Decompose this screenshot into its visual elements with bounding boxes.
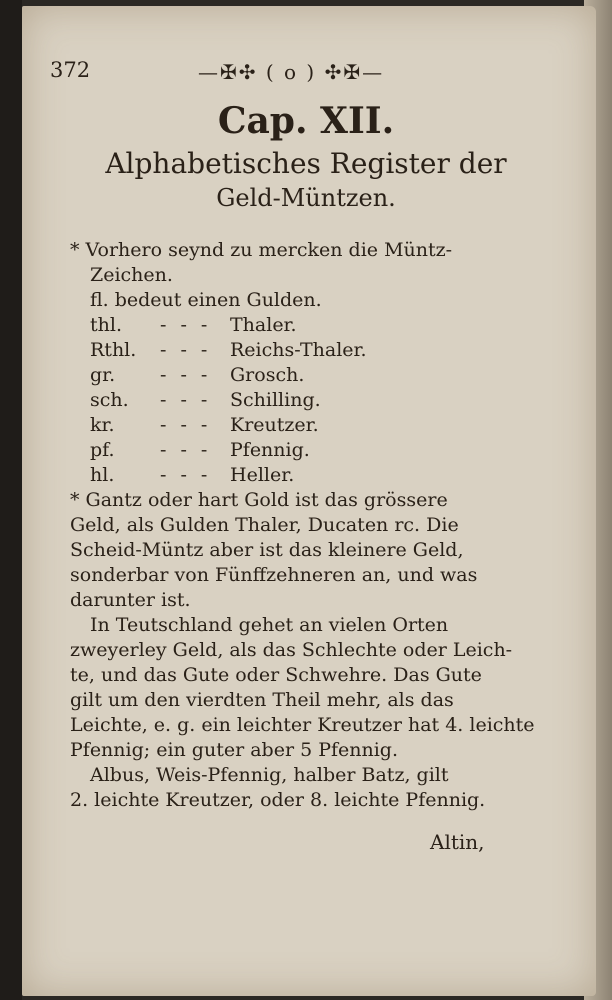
paragraph-line: Geld, als Gulden Thaler, Ducaten rc. Die [70, 514, 459, 536]
paragraph-line: Leichte, e. g. ein leichter Kreutzer hat 4. leichte [70, 714, 535, 736]
intro-line: * Vorhero seynd zu mercken die Müntz- [70, 239, 453, 261]
abbreviation-row [70, 413, 540, 438]
abbreviation: sch. [90, 389, 129, 411]
abbreviation-dashes: - - - [160, 464, 212, 486]
abbreviation-row [70, 388, 540, 413]
abbreviation-row [70, 463, 540, 488]
paragraph-line: sonderbar von Fünffzehneren an, und was [70, 564, 478, 586]
register-title-line2: Geld-Müntzen. [216, 184, 396, 212]
abbreviation-meaning: Thaler. [230, 314, 297, 336]
abbreviation-dashes: - - - [160, 339, 212, 361]
abbreviation: thl. [90, 314, 122, 336]
paragraph-line: gilt um den vierdten Theil mehr, als das [70, 689, 454, 711]
abbreviation-dashes: - - - [160, 314, 212, 336]
page-body [70, 238, 540, 813]
abbreviation: kr. [90, 414, 115, 436]
abbreviation-row [70, 438, 540, 463]
abbreviation-dashes: - - - [160, 414, 212, 436]
paragraph-line: Albus, Weis-Pfennig, halber Batz, gilt [90, 764, 449, 786]
intro-line: Zeichen. [90, 264, 173, 286]
paragraph-line: 2. leichte Kreutzer, oder 8. leichte Pfennig. [70, 789, 486, 811]
abbreviation-meaning: Schilling. [230, 389, 321, 411]
paragraph-line: Pfennig; ein guter aber 5 Pfennig. [70, 739, 399, 761]
abbreviation: Rthl. [90, 339, 137, 361]
abbreviation-dashes: - - - [160, 364, 212, 386]
header-ornament: —✠✣ ( o ) ✣✠— [198, 60, 385, 84]
abbreviation: pf. [90, 439, 115, 461]
abbreviation-row [70, 313, 540, 338]
paragraph-line: darunter ist. [70, 589, 191, 611]
abbreviation: gr. [90, 364, 116, 386]
catchword: Altin, [430, 830, 485, 854]
abbreviation-dashes: - - - [160, 439, 212, 461]
abbreviation-meaning: Kreutzer. [230, 414, 319, 436]
chapter-heading: Cap. XII. [217, 100, 395, 142]
abbreviation-row [70, 363, 540, 388]
abbreviation-dashes: - - - [160, 389, 212, 411]
page-header [50, 52, 550, 92]
abbreviation-meaning: Reichs-Thaler. [230, 339, 367, 361]
paragraph-line: te, und das Gute oder Schwehre. Das Gute [70, 664, 482, 686]
paragraph-line: * Gantz oder hart Gold ist das grössere [70, 489, 448, 511]
abbreviation-row [70, 338, 540, 363]
abbreviation: fl. [90, 289, 109, 311]
register-title-line1: Alphabetisches Register der [105, 147, 507, 180]
paragraph-line: Scheid-Müntz aber ist das kleinere Geld, [70, 539, 464, 561]
abbreviation-meaning: Pfennig. [230, 439, 310, 461]
paragraph-line: In Teutschland gehet an vielen Orten [90, 614, 449, 636]
abbreviation-meaning: Grosch. [230, 364, 305, 386]
abbreviation-row [70, 288, 540, 313]
page-number: 372 [50, 58, 91, 82]
abbreviation-meaning: bedeut einen Gulden. [114, 289, 322, 311]
paragraph-line: zweyerley Geld, als das Schlechte oder Leich- [70, 639, 513, 661]
abbreviation: hl. [90, 464, 115, 486]
abbreviation-meaning: Heller. [230, 464, 295, 486]
